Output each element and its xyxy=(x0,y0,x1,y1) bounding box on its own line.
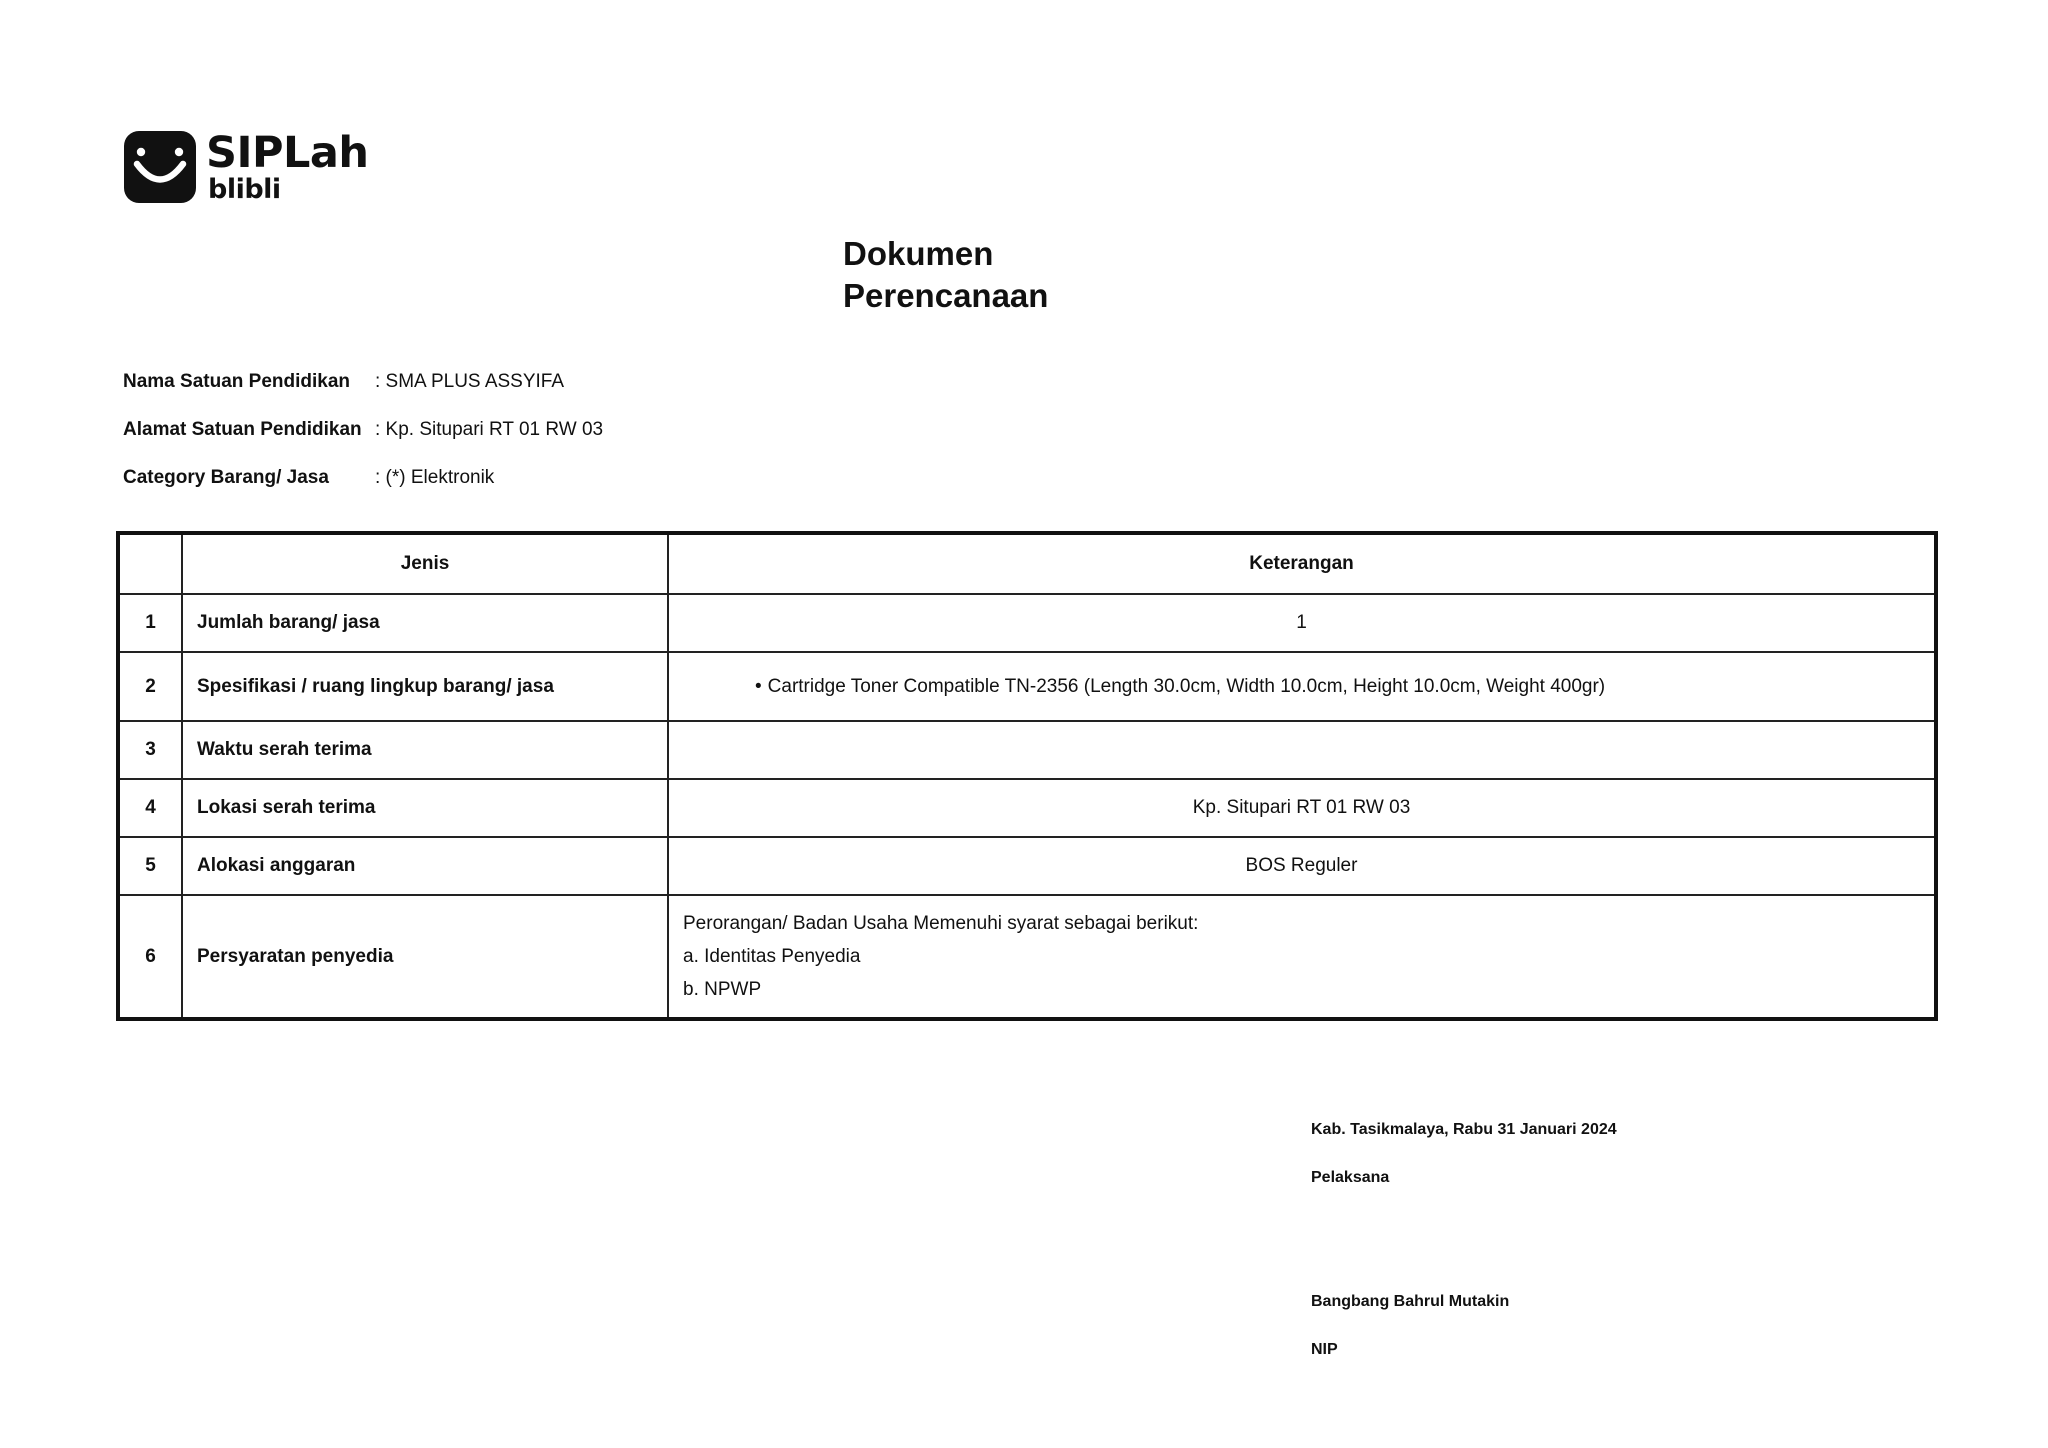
signature-place-date: Kab. Tasikmalaya, Rabu 31 Januari 2024 xyxy=(1311,1121,1617,1138)
table-row xyxy=(118,721,1936,779)
table-row xyxy=(118,837,1936,895)
meta-label: Category Barang/ Jasa xyxy=(123,467,329,488)
meta-value: : Kp. Situpari RT 01 RW 03 xyxy=(375,419,604,440)
row-keterangan xyxy=(668,721,1936,779)
row-number: 2 xyxy=(118,652,182,721)
table-row xyxy=(118,652,1936,721)
row-number: 4 xyxy=(118,779,182,837)
document-title-line-2: Perencanaan xyxy=(843,277,1049,314)
meta-value: : SMA PLUS ASSYIFA xyxy=(375,371,565,392)
requirement-line: Perorangan/ Badan Usaha Memenuhi syarat sebagai berikut: xyxy=(683,913,1199,934)
table-header-row xyxy=(118,533,1936,594)
table-row xyxy=(118,594,1936,652)
row-number: 5 xyxy=(118,837,182,895)
spec-list xyxy=(683,676,1920,698)
logo-sub-text: blibli xyxy=(208,173,281,205)
logo-brand-text: SIPLah xyxy=(206,127,369,178)
meta-label: Alamat Satuan Pendidikan xyxy=(123,419,362,440)
row-keterangan: 1 xyxy=(668,594,1936,652)
meta-row-alamat xyxy=(123,418,603,442)
requirements-list xyxy=(683,907,1920,1006)
meta-label: Nama Satuan Pendidikan xyxy=(123,371,351,392)
header-no xyxy=(118,533,182,594)
meta-row-category xyxy=(123,466,494,490)
meta-value: : (*) Elektronik xyxy=(375,467,495,488)
spec-item: • Cartridge Toner Compatible TN-2356 (Length 30.0cm, Width 10.0cm, Height 10.0cm, Weight 400gr) xyxy=(755,676,1920,698)
planning-table xyxy=(116,531,1938,1021)
row-number: 6 xyxy=(118,895,182,1019)
header-jenis: Jenis xyxy=(182,533,668,594)
signature-nip: NIP xyxy=(1311,1341,1338,1358)
row-keterangan xyxy=(668,895,1936,1019)
row-number: 3 xyxy=(118,721,182,779)
row-number: 1 xyxy=(118,594,182,652)
document-title xyxy=(843,233,1048,317)
table-row xyxy=(118,895,1936,1019)
row-jenis: Lokasi serah terima xyxy=(182,779,668,837)
row-jenis: Waktu serah terima xyxy=(182,721,668,779)
row-keterangan: BOS Reguler xyxy=(668,837,1936,895)
row-jenis: Jumlah barang/ jasa xyxy=(182,594,668,652)
siplah-blibli-logo xyxy=(124,127,369,205)
signature-role: Pelaksana xyxy=(1311,1169,1390,1186)
row-jenis: Alokasi anggaran xyxy=(182,837,668,895)
requirement-line: b. NPWP xyxy=(683,979,762,1000)
row-keterangan xyxy=(668,652,1936,721)
row-keterangan: Kp. Situpari RT 01 RW 03 xyxy=(668,779,1936,837)
table-row xyxy=(118,779,1936,837)
smile-logo-icon xyxy=(124,131,196,203)
document-title-line-1: Dokumen xyxy=(843,235,994,272)
header-keterangan: Keterangan xyxy=(668,533,1936,594)
requirement-line: a. Identitas Penyedia xyxy=(683,946,861,967)
meta-row-nama xyxy=(123,370,564,394)
row-jenis: Spesifikasi / ruang lingkup barang/ jasa xyxy=(182,652,668,721)
signature-name: Bangbang Bahrul Mutakin xyxy=(1311,1293,1510,1310)
row-jenis: Persyaratan penyedia xyxy=(182,895,668,1019)
